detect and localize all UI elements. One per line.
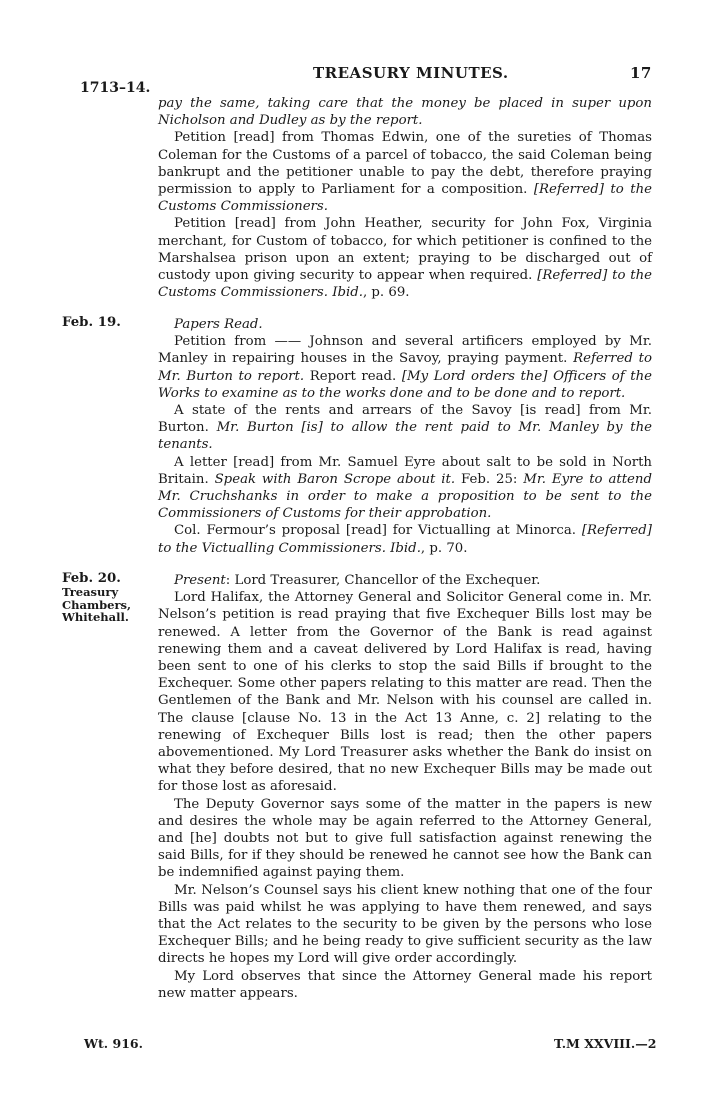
margin-place-line: Whitehall. xyxy=(62,610,129,625)
section-continuation xyxy=(158,95,652,301)
footer-left: Wt. 916. xyxy=(84,1036,143,1051)
paragraph: My Lord observes that since the Attorney General made his report new matter appears. xyxy=(158,968,652,1001)
section-feb-20 xyxy=(158,572,652,1002)
paragraph: Petition from —— Johnson and several artificers employed by Mr. Manley in repairing houses in the Savoy, praying payment. Referred to Mr. Burton to report. Report read. [My Lord orders the] Officers of the Works to examine as to the works done and to be done and to report. xyxy=(158,334,652,401)
section-papers-read xyxy=(158,316,652,557)
paragraph: Present: Lord Treasurer, Chancellor of the Exchequer. xyxy=(174,573,541,588)
margin-date-place xyxy=(62,572,154,624)
paragraph: Lord Halifax, the Attorney General and Solicitor General come in. Mr. Nelson’s petition is read praying that five Exchequer Bills lost may be renewed. A letter from the Governor of the Bank is read against renewing them and a caveat delivered by Lord Halifax is read, having been sent to one of his clerks to stop the said Bills if brought to the Exchequer. Some other papers relating to this matter are read. Then the Gentlemen of the Bank and Mr. Nelson with his counsel are called in. The clause [clause No. 13 in the Act 13 Anne, c. 2] relating to the renewing of Exchequer Bills lost is read; then the other papers abovementioned. My Lord Treasurer asks whether the Bank do insist on what they before desired, that no new Exchequer Bills may be made out for those lost as aforesaid. xyxy=(158,590,652,795)
paragraph: Mr. Nelson’s Counsel says his client knew nothing that one of the four Bills was paid whilst he was applying to have them renewed, and says that the Act relates to the security to be given by the persons who lose Exchequer Bills; and he being ready to give sufficient security as the law directs he hopes my Lord will give order accordingly. xyxy=(158,882,652,967)
paragraph: pay the same, taking care that the money be placed in super upon Nicholson and Dudley as by the report. xyxy=(158,96,652,129)
paragraph: A letter [read] from Mr. Samuel Eyre about salt to be sold in North Britain. Speak with Baron Scrope about it. Feb. 25: Mr. Eyre to attend Mr. Cruchshanks in order to make a proposition to be sent to the Commissioners of Customs for their approbation. xyxy=(158,454,652,522)
margin-date: Feb. 20. xyxy=(62,571,121,586)
paragraph: The Deputy Governor says some of the matter in the papers is new and desires the whole may be again referred to the Attorney General, and [he] doubts not but to give full satisfaction against renewing the said Bills, for if they should be renewed he cannot see how the Bank can be indemnified against paying them. xyxy=(158,796,652,881)
year-margin-note: 1713–14. xyxy=(80,80,151,96)
page-number: 17 xyxy=(630,64,652,82)
paragraph: Petition [read] from Thomas Edwin, one of the sureties of Thomas Coleman for the Customs of a parcel of tobacco, the said Coleman being bankrupt and the petitioner unable to pay the debt, therefore praying permission to apply to Parliament for a composition. [Referred] to the Customs Commissioners. xyxy=(158,130,652,215)
margin-place-line: Chambers, xyxy=(62,597,132,612)
paragraph: Papers Read. xyxy=(174,317,263,332)
margin-place-line: Treasury xyxy=(62,585,119,599)
paragraph: Col. Fermour’s proposal [read] for Victualling at Minorca. [Referred] to the Victualling Commissioners. Ibid., p. 70. xyxy=(158,523,652,556)
margin-date: Feb. 19. xyxy=(62,315,121,330)
paragraph: A state of the rents and arrears of the Savoy [is read] from Mr. Burton. Mr. Burton [is] to allow the rent paid to Mr. Manley by the tenants. xyxy=(158,403,652,453)
footer-right: T.M XXVIII.—2 xyxy=(554,1036,657,1051)
running-title: TREASURY MINUTES. xyxy=(313,64,509,82)
paragraph: Petition [read] from John Heather, security for John Fox, Virginia merchant, for Custom of tobacco, for which petitioner is confined to the Marshalsea prison upon an extent; praying to be discharged out of custody upon giving security to appear when required. [Referred] to the Customs Commissioners. Ibid., p. 69. xyxy=(158,216,653,301)
